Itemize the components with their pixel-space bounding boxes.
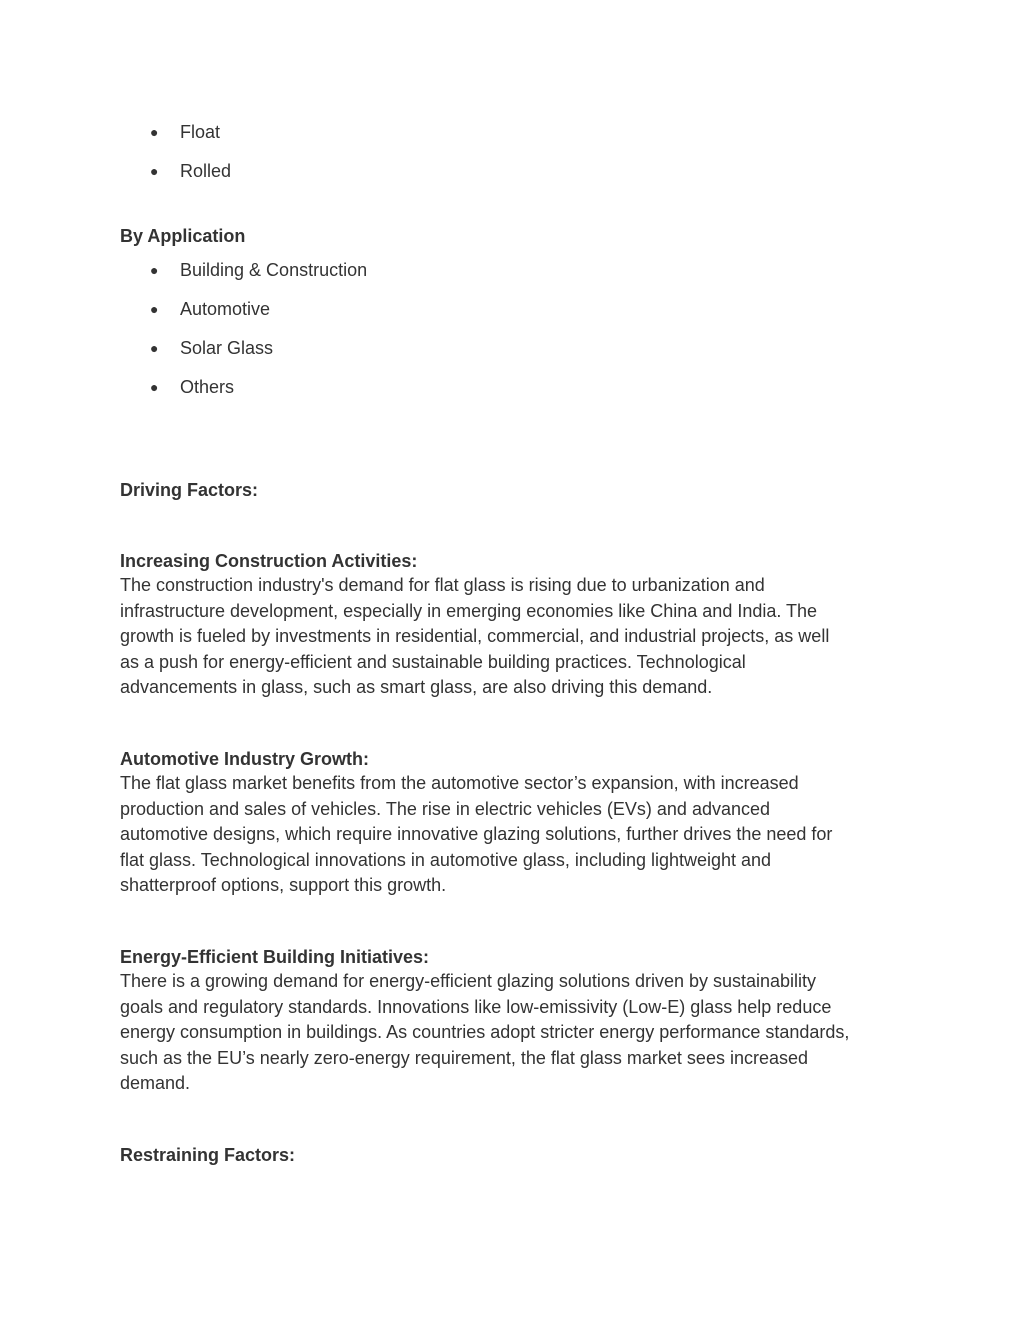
list-item-label: Float	[180, 122, 221, 142]
paragraph-line: such as the EU’s nearly zero-energy requirement, the flat glass market sees increased	[120, 1047, 808, 1068]
paragraph-line: as a push for energy-efficient and sustainable building practices. Technological	[120, 651, 746, 672]
driving-factors-heading: Driving Factors:	[120, 480, 259, 500]
paragraph-line: automotive designs, which require innovative glazing solutions, further drives the need for	[120, 824, 833, 844]
bullet-icon: ●	[150, 301, 159, 317]
paragraph-line: shatterproof options, support this growth.	[120, 875, 447, 895]
bullet-icon: ●	[150, 262, 159, 278]
bullet-icon: ●	[150, 340, 159, 356]
bullet-icon: ●	[150, 124, 159, 140]
restraining-factors-heading: Restraining Factors:	[120, 1145, 296, 1165]
paragraph-line: infrastructure development, especially in emerging economies like China and India. The	[120, 600, 818, 621]
list-item-label: Others	[180, 377, 235, 397]
list-item-label: Building & Construction	[180, 260, 368, 280]
paragraph-line: The flat glass market benefits from the automotive sector’s expansion, with increased	[120, 773, 799, 793]
list-item-label: Rolled	[180, 161, 232, 181]
bullet-icon: ●	[150, 163, 159, 179]
paragraph-line: The construction industry's demand for flat glass is rising due to urbanization and	[120, 575, 765, 595]
bullet-icon: ●	[150, 379, 159, 395]
paragraph-line: production and sales of vehicles. The rise in electric vehicles (EVs) and advanced	[120, 798, 771, 819]
by-application-heading: By Application	[120, 226, 246, 246]
list-item-label: Solar Glass	[180, 338, 274, 358]
construction-heading: Increasing Construction Activities:	[120, 551, 418, 571]
list-item-label: Automotive	[180, 299, 271, 319]
paragraph-line: growth is fueled by investments in residential, commercial, and industrial projects, as well	[120, 626, 830, 646]
energy-paragraph	[120, 969, 910, 1097]
paragraph-line: energy consumption in buildings. As countries adopt stricter energy performance standards,	[120, 1022, 850, 1042]
paragraph-line: flat glass. Technological innovations in automotive glass, including lightweight and	[120, 849, 772, 870]
automotive-paragraph	[120, 771, 910, 899]
paragraph-line: There is a growing demand for energy-efficient glazing solutions driven by sustainability	[120, 971, 817, 991]
paragraph-line: goals and regulatory standards. Innovations like low-emissivity (Low-E) glass help reduce	[120, 996, 832, 1017]
automotive-heading: Automotive Industry Growth:	[120, 749, 369, 769]
paragraph-line: advancements in glass, such as smart glass, are also driving this demand.	[120, 677, 713, 697]
paragraph-line: demand.	[120, 1073, 191, 1093]
construction-paragraph	[120, 573, 910, 701]
energy-heading: Energy-Efficient Building Initiatives:	[120, 947, 430, 967]
